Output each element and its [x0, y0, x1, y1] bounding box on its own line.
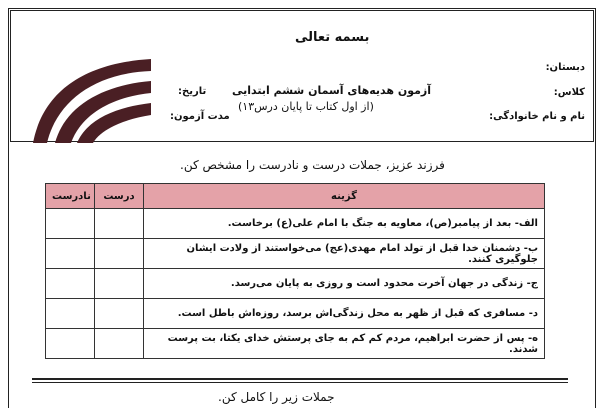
logo-icon — [25, 51, 155, 143]
table-row — [46, 269, 545, 299]
wrong-answer-cell[interactable] — [46, 239, 95, 269]
exam-title: آزمون هدیه‌های آسمان ششم ابتدایی — [232, 84, 432, 97]
basmala-title: بسمه تعالی — [295, 30, 370, 45]
duration-label: مدت آزمون: — [170, 111, 230, 122]
next-section-title: جملات زیر را کامل کن. — [218, 390, 335, 404]
section-divider — [32, 378, 568, 380]
wrong-answer-cell[interactable] — [46, 299, 95, 329]
table-row — [46, 209, 545, 239]
statement-cell: ه- پس از حضرت ابراهیم، مردم کم کم به جای پرستش خدای یکتا، بت پرست شدند. — [144, 329, 545, 359]
statement-cell: ب- دشمنان خدا قبل از تولد امام مهدی(عج) می‌خواستند از ولادت ایشان جلوگیری کنند. — [144, 239, 545, 269]
table-row — [46, 329, 545, 359]
statement-cell: د- مسافری که قبل از ظهر به محل زندگی‌اش برسد، روزه‌اش باطل است. — [144, 299, 545, 329]
right-answer-cell[interactable] — [95, 329, 144, 359]
wrong-answer-cell[interactable] — [46, 329, 95, 359]
right-answer-cell[interactable] — [95, 209, 144, 239]
table-row — [46, 239, 545, 269]
date-label: تاریخ: — [178, 86, 207, 97]
exam-scope: (از اول کتاب تا پایان درس۱۳) — [238, 100, 374, 113]
wrong-answer-cell[interactable] — [46, 269, 95, 299]
student-name-label: نام و نام خانوادگی: — [489, 111, 585, 122]
instruction-text: فرزند عزیز، جملات درست و نادرست را مشخص کن. — [180, 158, 445, 172]
header-wrong: نادرست — [46, 184, 95, 209]
wrong-answer-cell[interactable] — [46, 209, 95, 239]
statement-cell: ج- زندگی در جهان آخرت محدود است و روزی به پایان می‌رسد. — [144, 269, 545, 299]
table-row — [46, 299, 545, 329]
right-answer-cell[interactable] — [95, 239, 144, 269]
class-label: کلاس: — [553, 87, 585, 98]
section-divider-thin — [32, 382, 568, 383]
header-right: درست — [95, 184, 144, 209]
true-false-table — [45, 183, 545, 359]
right-answer-cell[interactable] — [95, 269, 144, 299]
statement-cell: الف- بعد از پیامبر(ص)، معاویه به جنگ با امام علی(ع) برخاست. — [144, 209, 545, 239]
header-option: گزینه — [144, 184, 545, 209]
table-header-row — [46, 184, 545, 209]
right-answer-cell[interactable] — [95, 299, 144, 329]
school-label: دبستان: — [545, 62, 585, 73]
